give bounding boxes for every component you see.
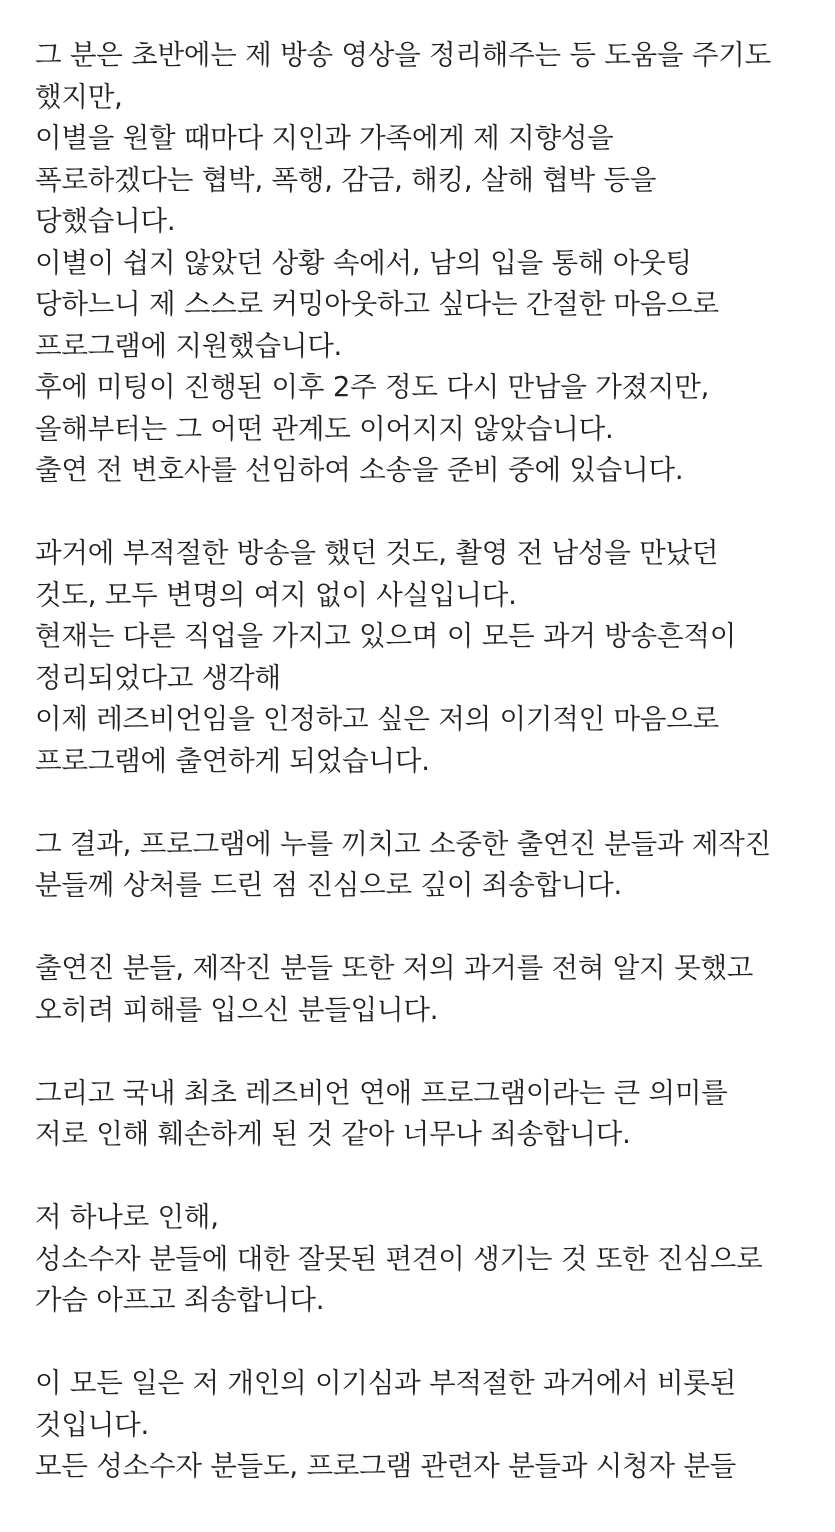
- text-line: 당하느니 제 스스로 커밍아웃하고 싶다는 간절한 마음으로: [35, 288, 720, 320]
- text-line: 것입니다.: [35, 1408, 150, 1441]
- text-line: 출연진 분들, 제작진 분들 또한 저의 과거를 전혀 알지 못했고: [35, 952, 754, 984]
- text-line: 프로그램에 출연하게 되었습니다.: [35, 744, 430, 777]
- text-line: 이별이 쉽지 않았던 상황 속에서, 남의 입을 통해 아웃팅: [35, 246, 692, 279]
- text-line: 모든 성소수자 분들도, 프로그램 관련자 분들과 시청자 분들: [35, 1450, 737, 1482]
- paragraph-gap: [35, 907, 815, 949]
- text-line: 올해부터는 그 어떤 관계도 이어지지 않았습니다.: [35, 412, 614, 445]
- text-line: 출연 전 변호사를 선임하여 소송을 준비 중에 있습니다.: [35, 454, 684, 486]
- text-line: 그 결과, 프로그램에 누를 끼치고 소중한 출연진 분들과 제작진: [35, 827, 771, 860]
- text-line: 이제 레즈비언임을 인정하고 싶은 저의 이기적인 마음으로: [35, 703, 720, 735]
- text-line: 것도, 모두 변명의 여지 없이 사실입니다.: [35, 578, 517, 611]
- text-line: 프로그램에 지원했습니다.: [35, 329, 343, 362]
- text-line: 저 하나로 인해,: [35, 1201, 219, 1233]
- text-line: 그리고 국내 최초 레즈비언 연애 프로그램이라는 큰 의미를: [35, 1076, 728, 1109]
- text-line: 가슴 아프고 죄송합니다.: [35, 1284, 325, 1316]
- text-line: 했지만,: [35, 80, 123, 113]
- text-line: 후에 미팅이 진행된 이후 2주 정도 다시 만남을 가졌지만,: [35, 371, 710, 403]
- text-line: 현재는 다른 직업을 가지고 있으며 이 모든 과거 방송흔적이: [35, 620, 737, 652]
- text-line: 이 모든 일은 저 개인의 이기심과 부적절한 과거에서 비롯된: [35, 1367, 737, 1399]
- paragraph-gap: [35, 1322, 815, 1364]
- text-line: 분들께 상처를 드린 점 진심으로 깊이 죄송합니다.: [35, 869, 623, 901]
- text-line: 과거에 부적절한 방송을 했던 것도, 촬영 전 남성을 만났던: [35, 537, 719, 569]
- paragraph-gap: [35, 492, 815, 534]
- text-line: 저로 인해 훼손하게 된 것 같아 너무나 죄송합니다.: [35, 1118, 631, 1150]
- paragraph-gap: [35, 782, 815, 824]
- text-line: 오히려 피해를 입으신 분들입니다.: [35, 993, 439, 1026]
- text-line: 폭로하겠다는 협박, 폭행, 감금, 해킹, 살해 협박 등을: [35, 163, 657, 196]
- text-line: 정리되었다고 생각해: [35, 661, 281, 694]
- paragraph-gap: [35, 1156, 815, 1198]
- paragraph-gap: [35, 1031, 815, 1073]
- text-line: 이별을 원할 때마다 지인과 가족에게 제 지향성을: [35, 122, 614, 154]
- text-line: 당했습니다.: [35, 205, 176, 237]
- text-line: 성소수자 분들에 대한 잘못된 편견이 생기는 것 또한 진심으로: [35, 1242, 763, 1275]
- text-line: 그 분은 초반에는 제 방송 영상을 정리해주는 등 도움을 주기도: [35, 39, 771, 71]
